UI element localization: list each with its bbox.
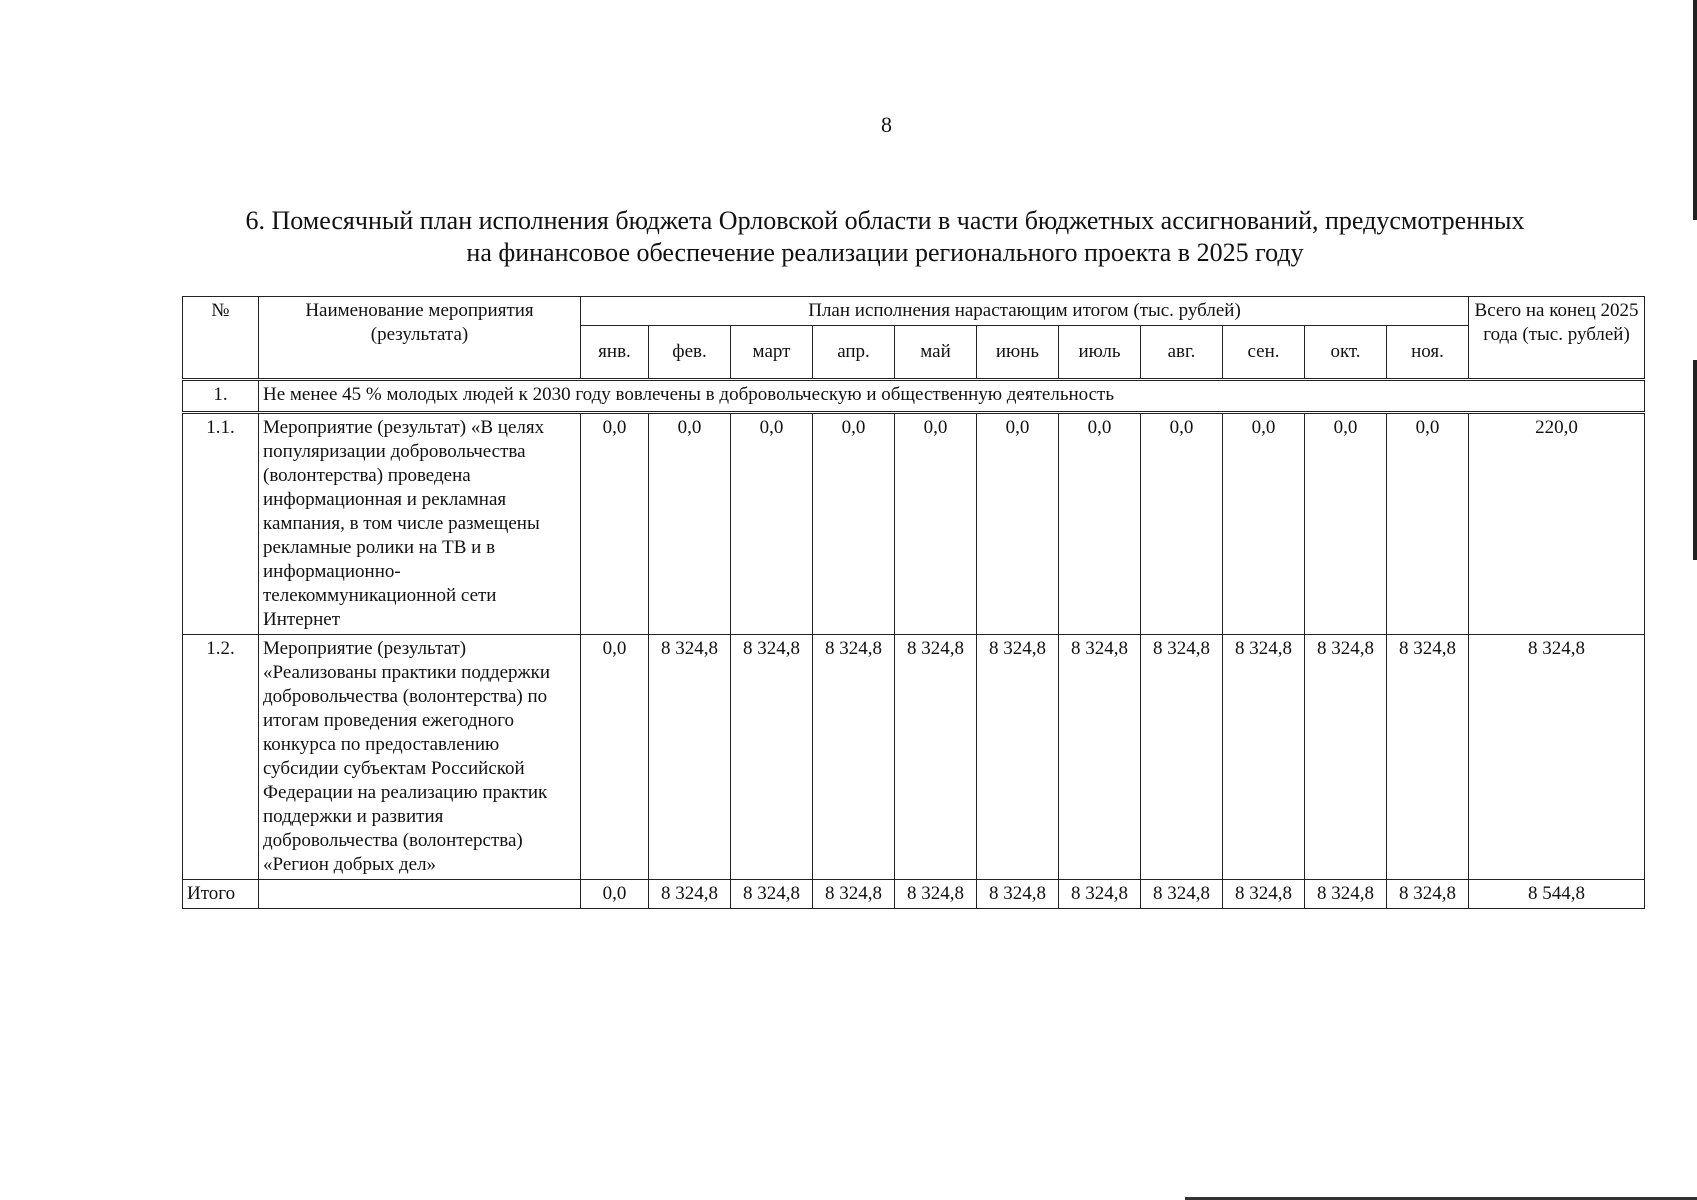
total-month-value: 8 324,8 (1141, 880, 1223, 909)
header-month: янв. (581, 326, 649, 380)
header-month: ноя. (1387, 326, 1469, 380)
row-month-value: 8 324,8 (895, 635, 977, 880)
budget-plan-table (182, 296, 1645, 909)
row-month-value: 8 324,8 (731, 635, 813, 880)
header-month: июль (1059, 326, 1141, 380)
row-month-value: 0,0 (1223, 413, 1305, 635)
row-month-value: 0,0 (1387, 413, 1469, 635)
header-name: Наименование мероприятия (результата) (259, 297, 581, 380)
table-row (183, 413, 1645, 635)
total-month-value: 8 324,8 (813, 880, 895, 909)
total-sum: 8 544,8 (1469, 880, 1645, 909)
total-month-value: 8 324,8 (895, 880, 977, 909)
row-num: 1.2. (183, 635, 259, 880)
total-label: Итого (183, 880, 259, 909)
row-month-value: 8 324,8 (977, 635, 1059, 880)
row-name: Мероприятие (результат) «В целях популяризации добровольчества (волонтерства) проведена информационная и рекламная кампания, в том числе размещены рекламные ролики на ТВ и в информационно-телекоммуникационной сети Интернет (259, 413, 581, 635)
row-month-value: 0,0 (649, 413, 731, 635)
row-month-value: 8 324,8 (1223, 635, 1305, 880)
title-line-1: 6. Помесячный план исполнения бюджета Орловской области в части бюджетных ассигнований, предусмотренных (245, 206, 1525, 235)
row-total: 8 324,8 (1469, 635, 1645, 880)
table-row (183, 635, 1645, 880)
section-row (183, 380, 1645, 413)
row-month-value: 8 324,8 (1059, 635, 1141, 880)
row-month-value: 0,0 (813, 413, 895, 635)
total-month-value: 8 324,8 (1059, 880, 1141, 909)
header-month: апр. (813, 326, 895, 380)
row-month-value: 0,0 (1059, 413, 1141, 635)
page-number: 8 (881, 112, 892, 137)
row-month-value: 0,0 (977, 413, 1059, 635)
total-row (183, 880, 1645, 909)
section-num: 1. (183, 380, 259, 413)
header-month: сен. (1223, 326, 1305, 380)
section-text: Не менее 45 % молодых людей к 2030 году вовлечены в добровольческую и общественную деятельность (259, 380, 1645, 413)
row-month-value: 8 324,8 (813, 635, 895, 880)
row-month-value: 0,0 (731, 413, 813, 635)
title-line-2: на финансовое обеспечение реализации регионального проекта в 2025 году (466, 238, 1304, 267)
header-month: май (895, 326, 977, 380)
row-month-value: 0,0 (1141, 413, 1223, 635)
row-total: 220,0 (1469, 413, 1645, 635)
total-month-value: 8 324,8 (649, 880, 731, 909)
page-title (150, 205, 1620, 269)
header-month: июнь (977, 326, 1059, 380)
total-month-value: 8 324,8 (731, 880, 813, 909)
header-total: Всего на конец 2025 года (тыс. рублей) (1469, 297, 1645, 380)
row-month-value: 8 324,8 (1141, 635, 1223, 880)
row-month-value: 8 324,8 (1305, 635, 1387, 880)
header-month: фев. (649, 326, 731, 380)
row-num: 1.1. (183, 413, 259, 635)
header-month: окт. (1305, 326, 1387, 380)
row-month-value: 0,0 (895, 413, 977, 635)
header-plan: План исполнения нарастающим итогом (тыс. рублей) (581, 297, 1469, 326)
total-month-value: 8 324,8 (1223, 880, 1305, 909)
row-month-value: 0,0 (581, 635, 649, 880)
row-month-value: 8 324,8 (1387, 635, 1469, 880)
row-month-value: 0,0 (581, 413, 649, 635)
header-month: март (731, 326, 813, 380)
total-month-value: 8 324,8 (1387, 880, 1469, 909)
total-month-value: 0,0 (581, 880, 649, 909)
scan-edge-mark (1693, 360, 1697, 560)
header-num: № (183, 297, 259, 380)
total-month-value: 8 324,8 (1305, 880, 1387, 909)
row-name: Мероприятие (результат) «Реализованы практики поддержки добровольчества (волонтерства) по итогам проведения ежегодного конкурса по предоставлению субсидии субъектам Российской Федерации на реализацию практик поддержки и развития добровольчества (волонтерства) «Регион добрых дел» (259, 635, 581, 880)
row-month-value: 0,0 (1305, 413, 1387, 635)
total-month-value: 8 324,8 (977, 880, 1059, 909)
scan-edge-mark (1693, 0, 1697, 220)
total-name (259, 880, 581, 909)
row-month-value: 8 324,8 (649, 635, 731, 880)
header-month: авг. (1141, 326, 1223, 380)
